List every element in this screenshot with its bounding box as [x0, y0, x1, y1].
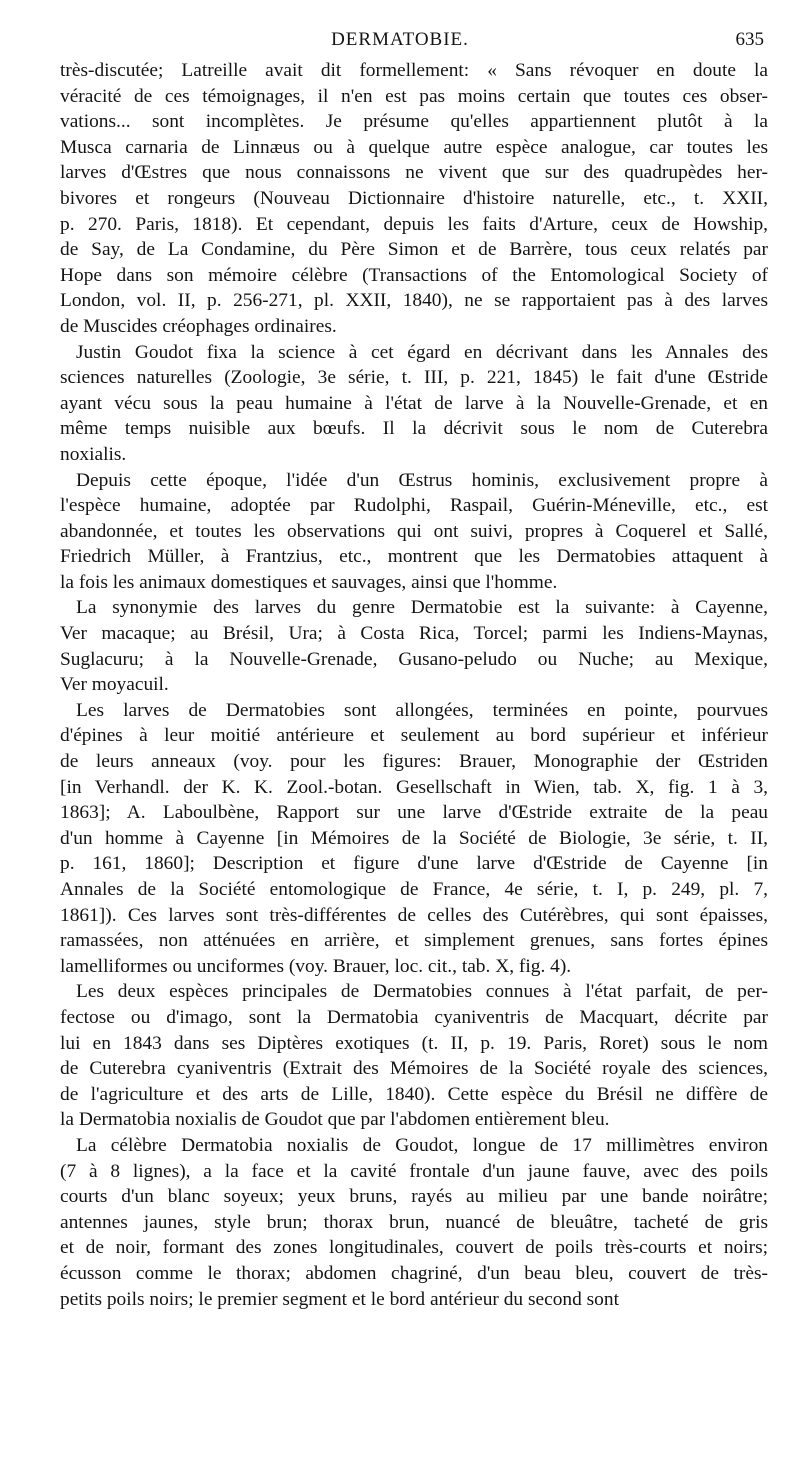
text-line: Les larves de Dermatobies sont allongées, terminées en pointe, pourvues	[76, 699, 768, 721]
text-line: Annales de la Société entomologique de France, 4e série, t. I, p. 249, pl. 7,	[60, 879, 768, 900]
text-line: de Cuterebra cyaniventris (Extrait des Mémoires de la Société royale des sciences,	[60, 1058, 768, 1080]
running-title: DERMATOBIE.	[331, 29, 469, 50]
text-line: fectose ou d'imago, sont la Dermatobia cyaniventris de Macquart, décrite par	[60, 1006, 768, 1028]
text-line: d'un homme à Cayenne [in Mémoires de la Société de Biologie, 3e série, t. II,	[60, 827, 768, 849]
text-line: Hope dans son mémoire célèbre (Transactions of the Entomological Society of	[60, 264, 768, 286]
text-line: de leurs anneaux (voy. pour les figures: Brauer, Monographie der Œstriden	[60, 751, 768, 773]
text-line: l'espèce humaine, adoptée par Rudolphi, Raspail, Guérin-Méneville, etc., est	[60, 495, 768, 517]
paragraph	[60, 58, 768, 340]
text-line: p. 161, 1860]; Description et figure d'une larve d'Œstride de Cayenne [in	[60, 853, 768, 875]
text-line: p. 270. Paris, 1818). Et cependant, depuis les faits d'Arture, ceux de Howship,	[60, 213, 768, 235]
text-line: [in Verhandl. der K. K. Zool.-botan. Gesellschaft in Wien, tab. X, fig. 1 à 3,	[60, 776, 768, 798]
text-line: Justin Goudot fixa la science à cet égard en décrivant dans les Annales des	[76, 341, 768, 363]
paragraph	[60, 698, 768, 980]
text-line: Suglacuru; à la Nouvelle-Grenade, Gusano-peludo ou Nuche; au Mexique,	[60, 648, 768, 670]
paragraph	[60, 340, 768, 468]
text-line: La synonymie des larves du genre Dermatobie est la suivante: à Cayenne,	[76, 597, 768, 619]
text-line: London, vol. II, p. 256-271, pl. XXII, 1840), ne se rapportaient pas à des larves	[60, 290, 768, 312]
text-line: véracité de ces témoignages, il n'en est pas moins certain que toutes ces obser-	[60, 85, 768, 107]
text-line: la Dermatobia noxialis de Goudot que par l'abdomen entièrement bleu.	[60, 1109, 610, 1131]
text-line: Friedrich Müller, à Frantzius, etc., montrent que les Dermatobies attaquent à	[60, 546, 768, 568]
text-line: écusson comme le thorax; abdomen chagriné, d'un beau bleu, couvert de très-	[60, 1262, 768, 1284]
text-line: Depuis cette époque, l'idée d'un Œstrus hominis, exclusivement propre à	[76, 469, 768, 491]
text-line: lui en 1843 dans ses Diptères exotiques (t. II, p. 19. Paris, Roret) sous le nom	[60, 1032, 768, 1054]
text-line: bivores et rongeurs (Nouveau Dictionnaire d'histoire naturelle, etc., t. XXII,	[60, 187, 768, 209]
text-line: (7 à 8 lignes), a la face et la cavité frontale d'un jaune fauve, avec des poils	[60, 1160, 768, 1182]
text-line: de l'agriculture et des arts de Lille, 1840). Cette espèce du Brésil ne diffère de	[60, 1083, 768, 1105]
text-line: antennes jaunes, style brun; thorax brun, nuancé de bleuâtre, tacheté de gris	[60, 1211, 768, 1233]
text-line: Ver moyacuil.	[60, 674, 169, 696]
text-line: noxialis.	[60, 443, 127, 465]
text-line: très-discutée; Latreille avait dit formellement: « Sans révoquer en doute la	[60, 60, 768, 81]
text-line: lamelliformes ou unciformes (voy. Brauer, loc. cit., tab. X, fig. 4).	[60, 955, 572, 977]
text-line: abandonnée, et toutes les observations qui ont suivi, propres à Coquerel et Sallé,	[60, 520, 768, 542]
text-line: la fois les animaux domestiques et sauvages, ainsi que l'homme.	[60, 571, 558, 593]
text-body	[60, 58, 768, 1312]
text-line: Ver macaque; au Brésil, Ura; à Costa Rica, Torcel; parmi les Indiens-Maynas,	[60, 623, 768, 645]
text-line: de Muscides créophages ordinaires.	[60, 315, 337, 337]
text-line: 1861]). Ces larves sont très-différentes de celles des Cutérèbres, qui sont épaisses,	[60, 904, 768, 926]
text-line: petits poils noirs; le premier segment et le bord antérieur du second sont	[60, 1288, 619, 1310]
text-line: ramassées, non atténuées en arrière, et simplement grenues, sans fortes épines	[60, 930, 768, 952]
text-line: vations... sont incomplètes. Je présume qu'elles appartiennent plutôt à la	[60, 111, 768, 133]
text-line: même temps nuisible aux bœufs. Il la décrivit sous le nom de Cuterebra	[60, 418, 768, 440]
text-line: ayant vécu sous la peau humaine à l'état de larve à la Nouvelle-Grenade, et en	[60, 392, 768, 414]
text-line: et de noir, formant des zones longitudinales, couvert de poils très-courts et noirs;	[60, 1237, 768, 1259]
text-line: courts d'un blanc soyeux; yeux bruns, rayés au milieu par une bande noirâtre;	[60, 1186, 768, 1208]
text-line: Les deux espèces principales de Dermatobies connues à l'état parfait, de per-	[76, 981, 768, 1003]
text-line: de Say, de La Condamine, du Père Simon et de Barrère, tous ceux relatés par	[60, 239, 768, 261]
paragraph	[60, 979, 768, 1133]
text-line: sciences naturelles (Zoologie, 3e série, t. III, p. 221, 1845) le fait d'une Œstride	[60, 367, 768, 389]
running-head	[0, 26, 800, 56]
text-line: larves d'Œstres que nous connaissons ne vivent que sur des quadrupèdes her-	[60, 162, 768, 184]
text-line: La célèbre Dermatobia noxialis de Goudot, longue de 17 millimètres environ	[76, 1134, 768, 1156]
text-line: 1863]; A. Laboulbène, Rapport sur une larve d'Œstride extraite de la peau	[60, 802, 768, 824]
text-line: d'épines à leur moitié antérieure et seulement au bord supérieur et inférieur	[60, 725, 768, 747]
paragraph	[60, 1133, 768, 1312]
page-number: 635	[735, 29, 764, 50]
paragraph	[60, 595, 768, 697]
text-line: Musca carnaria de Linnæus ou à quelque autre espèce analogue, car toutes les	[60, 136, 768, 158]
paragraph	[60, 468, 768, 596]
